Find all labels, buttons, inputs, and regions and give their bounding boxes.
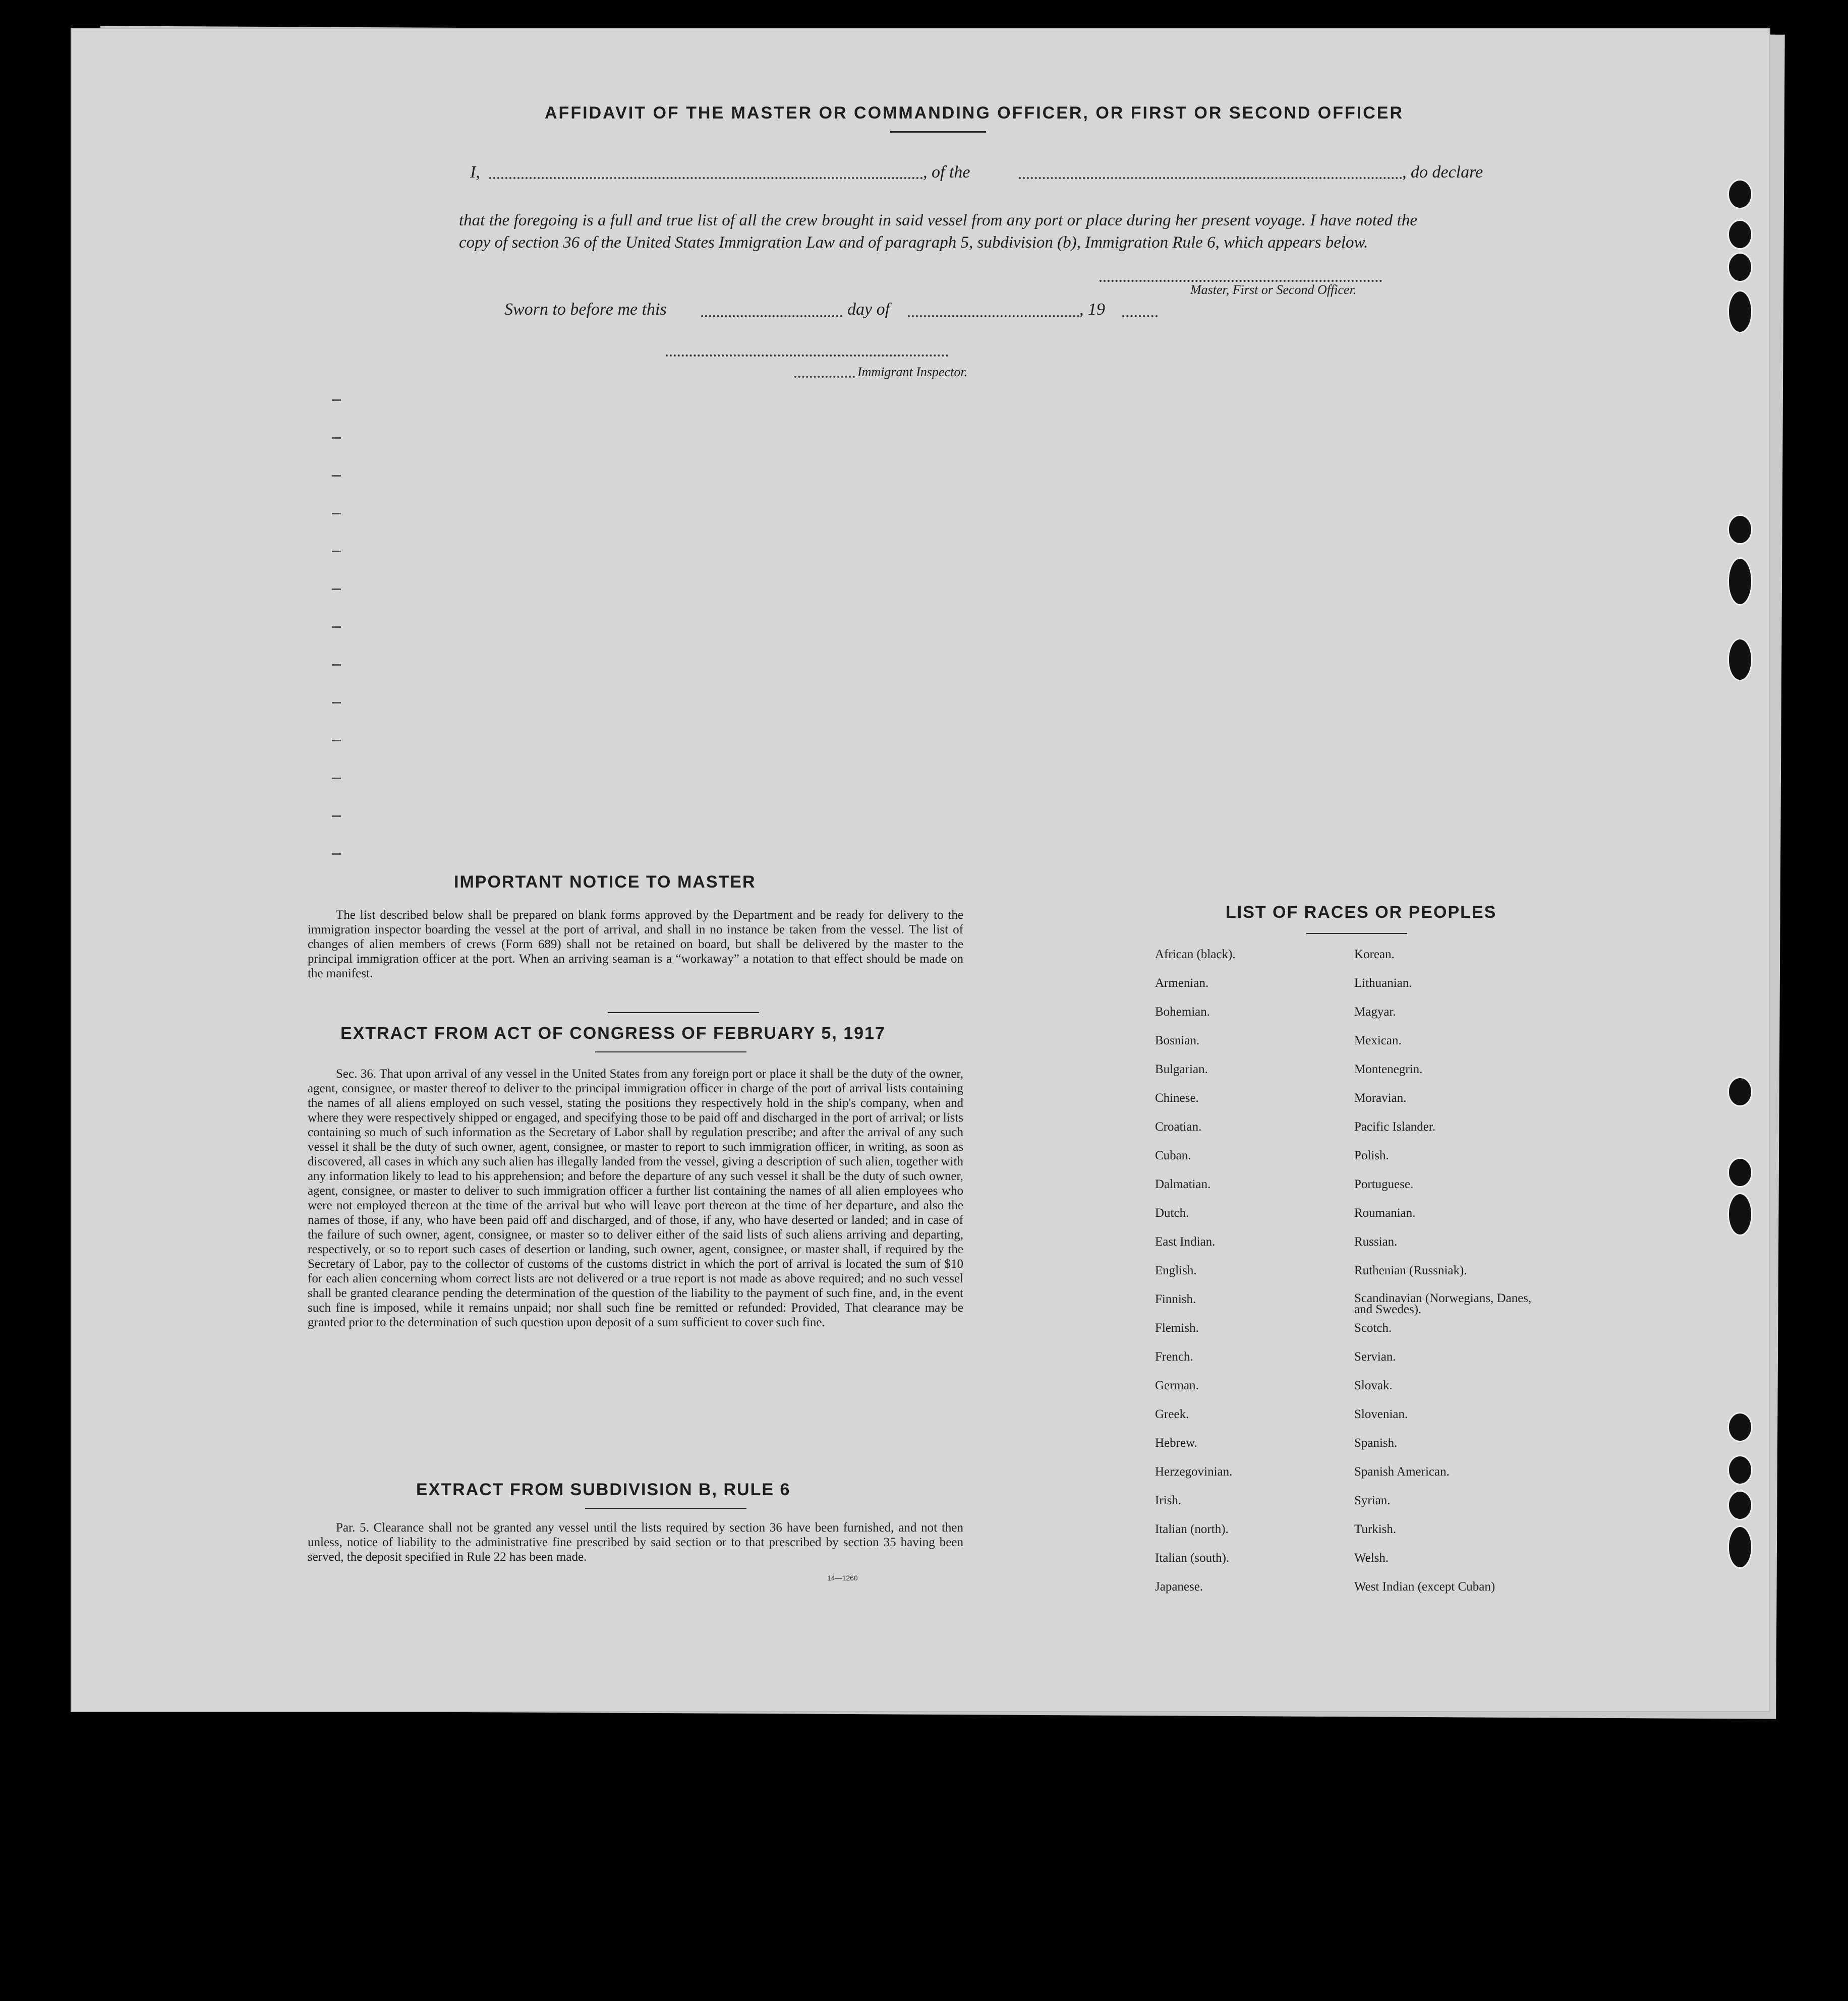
race-item: Welsh. [1354, 1551, 1389, 1565]
race-item: Dutch. [1155, 1206, 1189, 1220]
form-number: 14—1260 [827, 1574, 858, 1582]
list-line-mark [332, 626, 341, 628]
affidavit-i-label: I, [470, 163, 480, 182]
race-item: Spanish American. [1354, 1465, 1450, 1479]
sworn-label: Sworn to before me this [504, 300, 667, 319]
race-item: Slovenian. [1354, 1407, 1408, 1421]
race-item: Greek. [1155, 1407, 1189, 1421]
race-item: Polish. [1354, 1149, 1389, 1162]
race-item: Magyar. [1354, 1005, 1396, 1019]
binder-hole [1727, 1490, 1753, 1520]
binder-hole [1727, 514, 1753, 545]
race-item: West Indian (except Cuban) [1354, 1580, 1495, 1594]
document-page [71, 28, 1770, 1712]
race-item: Cuban. [1155, 1149, 1191, 1162]
notice-rule [608, 1012, 759, 1013]
race-item: Moravian. [1354, 1091, 1407, 1105]
declarant-name-field[interactable] [489, 177, 923, 179]
race-item: Roumanian. [1354, 1206, 1416, 1220]
race-item: Bosnian. [1155, 1034, 1200, 1047]
list-line-mark [332, 702, 341, 703]
race-item: Montenegrin. [1354, 1063, 1423, 1076]
race-item: Flemish. [1155, 1321, 1199, 1335]
binder-hole [1727, 1077, 1753, 1107]
list-line-mark [332, 778, 341, 779]
binder-hole [1727, 1455, 1753, 1485]
binder-hole [1727, 1525, 1753, 1569]
affidavit-title: AFFIDAVIT OF THE MASTER OR COMMANDING OFFICER, OR FIRST OR SECOND OFFICER [545, 103, 1404, 123]
race-item: English. [1155, 1264, 1197, 1277]
race-item: Scandinavian (Norwegians, Danes, and Swedes). [1354, 1291, 1532, 1316]
rule-title-rule [585, 1508, 746, 1509]
race-item: German. [1155, 1379, 1199, 1392]
list-line-mark [332, 551, 341, 552]
affidavit-declare-label: , do declare [1402, 163, 1483, 182]
race-item: Herzegovinian. [1155, 1465, 1233, 1479]
list-line-mark [332, 399, 341, 401]
race-item: Armenian. [1155, 976, 1209, 990]
inspector-caption: Immigrant Inspector. [857, 365, 968, 379]
affidavit-body: that the foregoing is a full and true list of all the crew brought in said vessel from any port or place during her present voyage. I have noted the copy of section 36 of the United States Immigration Law and of paragraph 5, subdivision (b), Immigration Rule 6, which appears below. [459, 211, 1417, 252]
list-line-mark [332, 664, 341, 666]
inspector-signature-field[interactable] [666, 355, 948, 357]
race-item: Scotch. [1354, 1321, 1392, 1335]
act-title-rule [595, 1051, 746, 1052]
race-item: Spanish. [1354, 1436, 1398, 1450]
race-item: Servian. [1354, 1350, 1396, 1364]
race-item: Mexican. [1354, 1034, 1402, 1047]
binder-hole [1727, 557, 1753, 606]
race-item: Slovak. [1354, 1379, 1393, 1392]
race-item: Japanese. [1155, 1580, 1203, 1594]
sworn-year-label: , 19 [1079, 300, 1105, 319]
race-item: Finnish. [1155, 1292, 1196, 1306]
act-title: EXTRACT FROM ACT OF CONGRESS OF FEBRUARY 5, 1917 [340, 1024, 886, 1043]
race-item: Hebrew. [1155, 1436, 1197, 1450]
sworn-day-of-label: day of [847, 300, 890, 319]
sworn-year-field[interactable] [1122, 315, 1158, 317]
race-item: Pacific Islander. [1354, 1120, 1436, 1134]
race-item: Syrian. [1354, 1494, 1391, 1507]
binder-hole [1727, 252, 1753, 282]
list-line-mark [332, 437, 341, 439]
race-item: Portuguese. [1354, 1178, 1414, 1191]
affidavit-of-the-label: , of the [923, 163, 970, 182]
binder-hole [1727, 1412, 1753, 1442]
list-line-mark [332, 853, 341, 855]
list-line-mark [332, 740, 341, 741]
binder-hole [1727, 638, 1753, 681]
race-item: Irish. [1155, 1494, 1182, 1507]
races-title: LIST OF RACES OR PEOPLES [1226, 903, 1497, 922]
inspector-prefix-line [794, 376, 855, 378]
race-item: Turkish. [1354, 1522, 1397, 1536]
race-item: Ruthenian (Russniak). [1354, 1264, 1467, 1277]
binder-hole [1727, 1193, 1753, 1236]
rule-title: EXTRACT FROM SUBDIVISION B, RULE 6 [416, 1480, 791, 1499]
act-body: Sec. 36. That upon arrival of any vessel in the United States from any foreign port or place it shall be the duty of the owner, agent, consignee, or master thereof to deliver to the principal immigration officer in charge of the port of arrival lists containing the names of all aliens employed on such vessel, stating the positions they respectively hold in the ship's company, when and where they were respectively shipped or engaged, and specifying those to be paid off and discharged in the port of arrival; or lists containing so much of such information as the Secretary of Labor shall by regulation prescribe; and after the arrival of any such vessel it shall be the duty of such owner, agent, consignee, or master to report to such immigration officer, in writing, as soon as discovered, all cases in which any such alien has illegally landed from the vessel, giving a description of such alien, together with any information likely to lead to his apprehension; and before the departure of any such vessel it shall be the duty of such owner, agent, consignee, or master to deliver to such immigration officer a further list containing the names of all alien employees who were not employed thereon at the time of the arrival but who will leave port thereon at the time of her departure, and also the names of those, if any, who have been paid off and discharged, and of those, if any, who have deserted or landed; and in case of the failure of such owner, agent, consignee, or master so to deliver either of the said lists of such aliens arriving and departing, respectively, or so to report such cases of desertion or landing, such owner, agent, consignee, or master shall, if required by the Secretary of Labor, pay to the collector of customs of the customs district in which the port of arrival is located the sum of $10 for each alien concerning whom correct lists are not delivered or a true report is not made as above required; and no such vessel shall be granted clearance pending the determination of the question of the liability to the payment of such fine, and, in the event such fine is imposed, while it remains unpaid; nor shall such fine be remitted or refunded: Provided, That clearance may be granted prior to the determination of such question upon deposit of a sum sufficient to cover such fine. [308, 1067, 963, 1329]
affidavit-title-rule [890, 131, 986, 133]
officer-signature-caption: Master, First or Second Officer. [1190, 282, 1357, 297]
race-item: Bohemian. [1155, 1005, 1210, 1019]
races-list [1155, 948, 1609, 1654]
race-item: East Indian. [1155, 1235, 1216, 1249]
list-line-mark [332, 513, 341, 514]
races-title-rule [1306, 933, 1407, 934]
race-item: Korean. [1354, 948, 1395, 961]
race-item: Bulgarian. [1155, 1063, 1208, 1076]
rule-body: Par. 5. Clearance shall not be granted any vessel until the lists required by section 36 have been furnished, and not then unless, notice of liability to the administrative fine prescribed by said section or to that prescribed by section 35 having been served, the deposit specified in Rule 22 has been made. [308, 1521, 963, 1564]
race-item: Chinese. [1155, 1091, 1199, 1105]
sworn-month-field[interactable] [908, 315, 1079, 317]
race-item: Italian (south). [1155, 1551, 1230, 1565]
race-item: Dalmatian. [1155, 1178, 1211, 1191]
binder-hole [1727, 179, 1753, 209]
race-item: Lithuanian. [1354, 976, 1412, 990]
list-line-mark [332, 815, 341, 817]
race-item: African (black). [1155, 948, 1236, 961]
binder-hole [1727, 1157, 1753, 1188]
race-item: Russian. [1354, 1235, 1398, 1249]
notice-body: The list described below shall be prepared on blank forms approved by the Department and be ready for delivery to the immigration inspector boarding the vessel at the port of arrival, and shall in no instance be taken from the vessel. The list of changes of alien members of crews (Form 689) shall not be retained on board, but shall be delivered by the master to the principal immigration officer at the port. When an arriving seaman is a “workaway” a notation to that effect should be made on the manifest. [308, 908, 963, 980]
vessel-name-field[interactable] [1019, 177, 1402, 179]
binder-hole [1727, 219, 1753, 250]
sworn-day-field[interactable] [701, 315, 842, 317]
list-line-mark [332, 588, 341, 590]
binder-hole [1727, 290, 1753, 333]
officer-signature-field[interactable] [1100, 280, 1382, 282]
race-item: French. [1155, 1350, 1193, 1364]
notice-title: IMPORTANT NOTICE TO MASTER [454, 872, 756, 892]
race-item: Italian (north). [1155, 1522, 1229, 1536]
race-item: Croatian. [1155, 1120, 1202, 1134]
list-line-mark [332, 475, 341, 477]
